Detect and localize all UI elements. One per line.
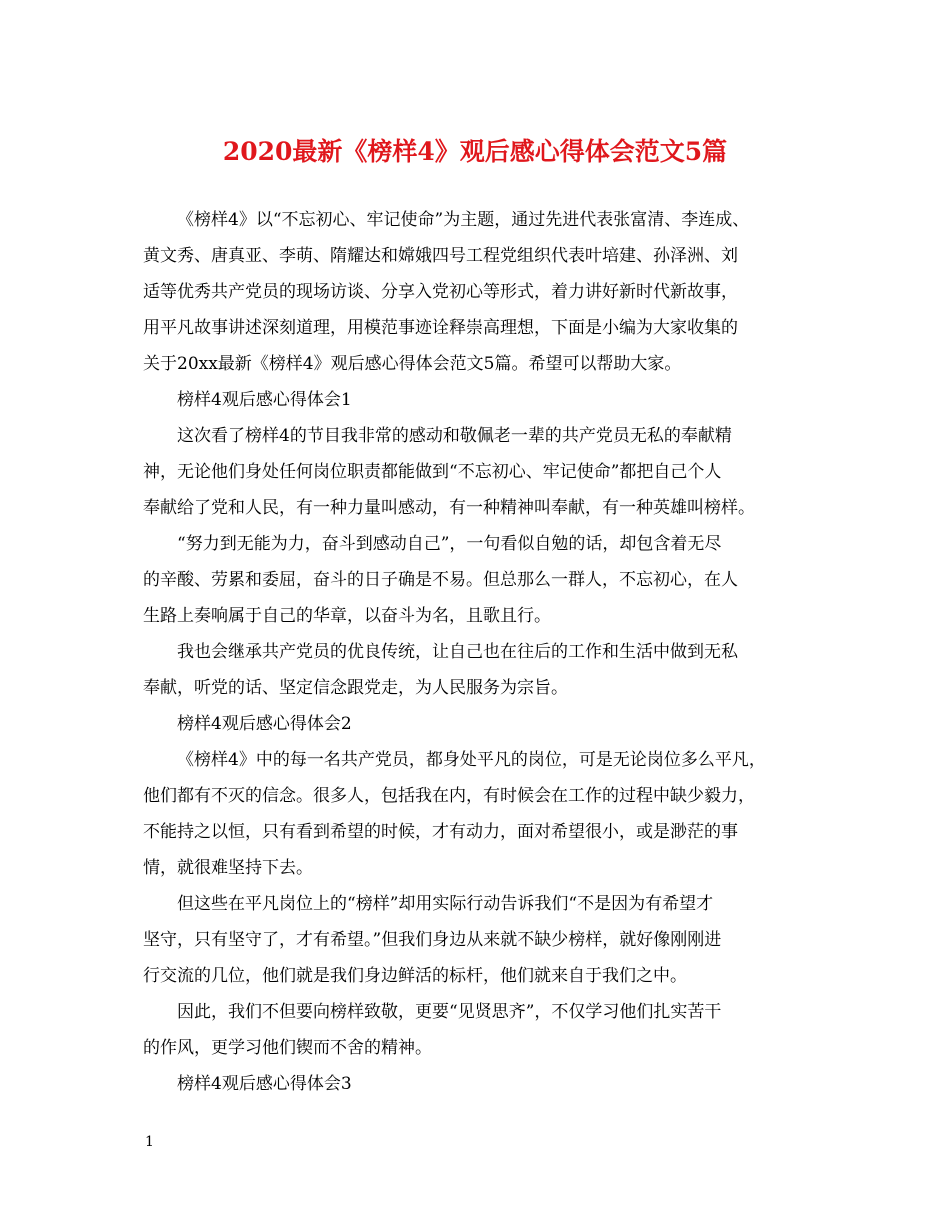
paragraph-line: 但这些在平凡岗位上的“榜样”却用实际行动告诉我们“不是因为有希望才 — [177, 894, 714, 914]
paragraph-line: 行交流的几位，他们就是我们身边鲜活的标杆，他们就来自于我们之中。 — [143, 966, 687, 986]
document-title: 2020最新《榜样4》观后感心得体会范文5篇 — [222, 137, 728, 166]
paragraph-line: 情，就很难坚持下去。 — [143, 858, 313, 878]
paragraph-line: 我也会继承共产党员的优良传统，让自己也在往后的工作和生活中做到无私 — [177, 642, 738, 662]
paragraph-line: 的辛酸、劳累和委屈，奋斗的日子确是不易。但总那么一群人，不忘初心，在人 — [143, 570, 738, 590]
paragraph-line: 奉献，听党的话、坚定信念跟党走，为人民服务为宗旨。 — [143, 678, 568, 698]
section-heading: 榜样4观后感心得体会2 — [177, 714, 352, 734]
paragraph-line: 这次看了榜样4的节目我非常的感动和敬佩老一辈的共产党员无私的奉献精 — [177, 426, 732, 446]
section-heading: 榜样4观后感心得体会3 — [177, 1074, 352, 1094]
paragraph-line: 神，无论他们身处任何岗位职责都能做到“不忘初心、牢记使命”都把自己个人 — [143, 462, 722, 482]
paragraph-line: 《榜样4》以“不忘初心、牢记使命”为主题，通过先进代表张富清、李连成、 — [177, 210, 750, 230]
paragraph-line: “努力到无能为力，奋斗到感动自己”，一句看似自勉的话，却包含着无尽 — [177, 534, 722, 554]
paragraph-line: 《榜样4》中的每一名共产党员，都身处平凡的岗位，可是无论岗位多么平凡， — [177, 750, 766, 770]
page-number: 1 — [145, 1134, 154, 1150]
paragraph-line: 坚守，只有坚守了，才有希望。”但我们身边从来就不缺少榜样，就好像刚刚进 — [143, 930, 722, 950]
paragraph-line: 用平凡故事讲述深刻道理，用模范事迹诠释崇高理想，下面是小编为大家收集的 — [143, 318, 738, 338]
paragraph-line: 他们都有不灭的信念。很多人，包括我在内，有时候会在工作的过程中缺少毅力， — [143, 786, 755, 806]
paragraph-line: 不能持之以恒，只有看到希望的时候，才有动力，面对希望很小，或是渺茫的事 — [143, 822, 738, 842]
paragraph-line: 关于20xx最新《榜样4》观后感心得体会范文5篇。希望可以帮助大家。 — [143, 354, 682, 374]
paragraph-line: 适等优秀共产党员的现场访谈、分享入党初心等形式，着力讲好新时代新故事， — [143, 282, 738, 302]
paragraph-line: 生路上奏响属于自己的华章，以奋斗为名，且歌且行。 — [143, 606, 551, 626]
paragraph-line: 奉献给了党和人民，有一种力量叫感动，有一种精神叫奉献，有一种英雄叫榜样。 — [143, 498, 755, 518]
paragraph-line: 的作风，更学习他们锲而不舍的精神。 — [143, 1038, 432, 1058]
paragraph-line: 黄文秀、唐真亚、李萌、隋耀达和嫦娥四号工程党组织代表叶培建、孙泽洲、刘 — [143, 246, 738, 266]
section-heading: 榜样4观后感心得体会1 — [177, 390, 352, 410]
paragraph-line: 因此，我们不但要向榜样致敬，更要“见贤思齐”，不仅学习他们扎实苦干 — [177, 1002, 722, 1022]
